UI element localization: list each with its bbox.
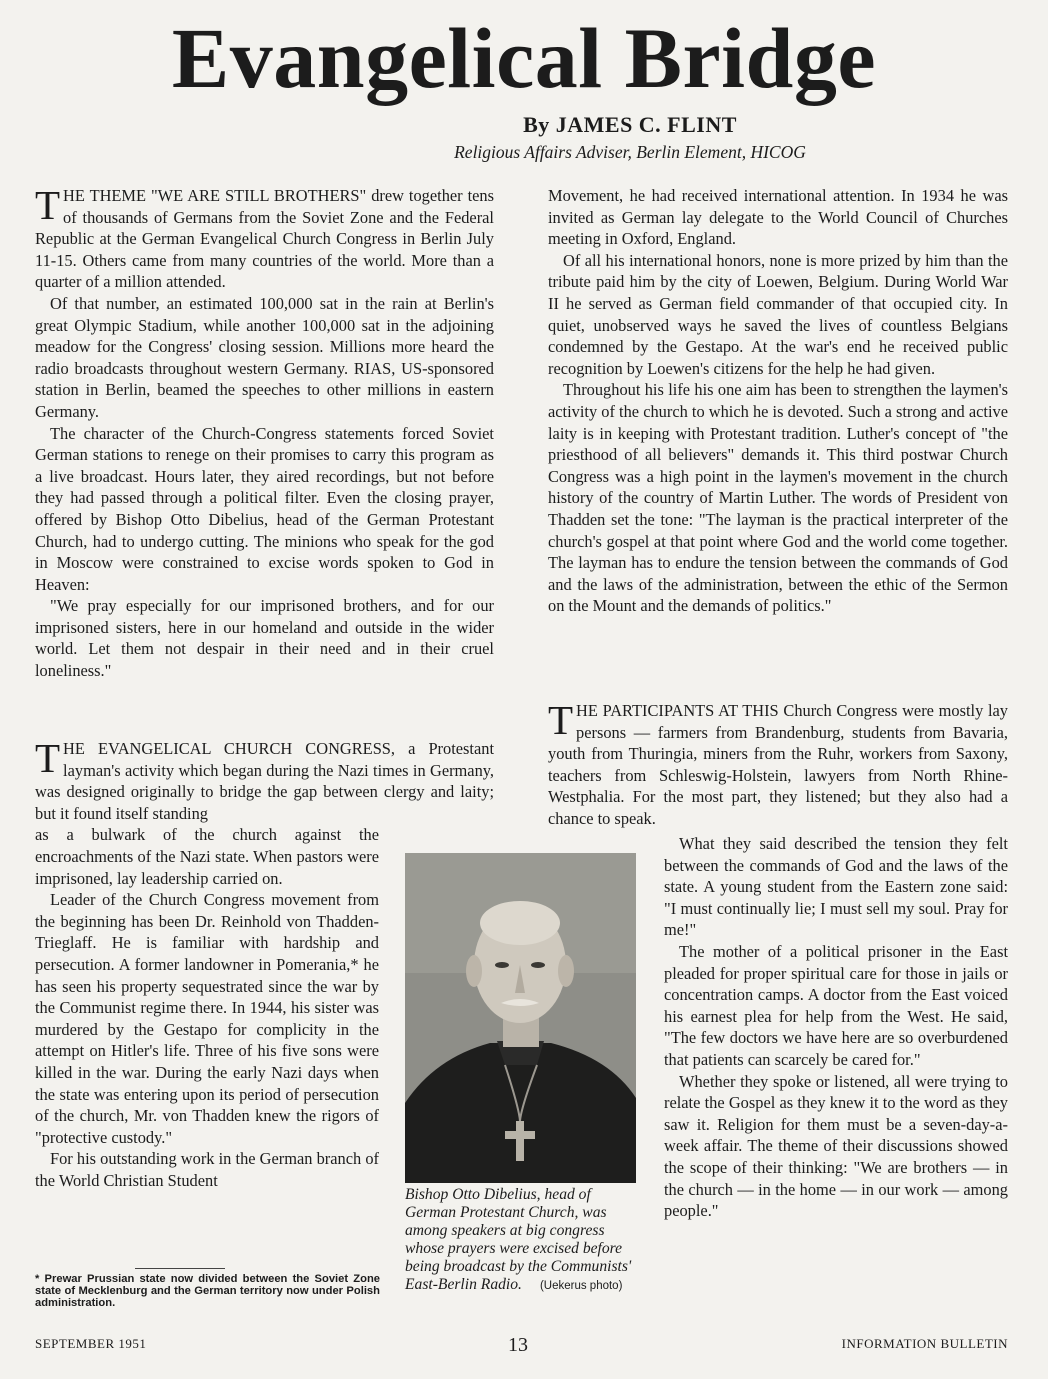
- paragraph: [35, 735, 494, 824]
- right-column: [548, 185, 1008, 617]
- paragraph: The character of the Church-Congress statements forced Soviet German stations to renege on their promises to carry this program as a live broadcast. Hours later, they aired recordings, but not before they had passed through a political filter. Even the closing prayer, offered by Bishop Otto Dibelius, head of the German Protestant Church, had to undergo cutting. The minions who speak for the god in Moscow were constrained to excise words spoken to God in Heaven:: [35, 423, 494, 594]
- paragraph: [35, 182, 494, 293]
- paragraph-text: a Protestant layman's activity which began during the Nazi times in Germany, was designed originally to bridge the gap between clergy and laity; but it found itself standing: [35, 739, 494, 823]
- byline: By JAMES C. FLINT: [523, 112, 737, 137]
- paragraph: Leader of the Church Congress movement from the beginning has been Dr. Reinhold von Thadden-Trieglaff. He is familiar with hardship and persecution. A former landowner in Pomerania,* he has seen his property sequestrated since the war by the Communist regime there. In 1944, his sister was murdered by the Gestapo for complicity in the attempt on Hitler's life. Three of his five sons were killed in the war. During the early Nazi days when the state was entering upon its period of persecution of the church, Mr. von Thadden knew the rigors of "protective custody.": [35, 890, 379, 1147]
- footnote-rule: [135, 1268, 225, 1269]
- caption-text: Bishop Otto Dibelius, head of German Protestant Church, was among speakers at big congress whose prayers were excised before being broadcast by the Communists' East-Berlin Radio.: [405, 1186, 632, 1293]
- paragraph: Whether they spoke or listened, all were trying to relate the Gospel as they knew it to the word as they saw it. Religion for them must be a seven-day-a-week affair. The theme of their discussions showed the scope of their thinking: "We are brothers — in the church — in the home — in our work — among people.": [664, 1071, 1008, 1221]
- footer-date: SEPTEMBER 1951: [35, 1336, 147, 1351]
- right-column-section-3: [548, 697, 1009, 830]
- paragraph: Of all his international honors, none is more prized by him than the tribute paid him by the city of Loewen, Belgium. During World War II he served as German field commander of that occupied city. In quiet, unobserved ways he saved the lives of countless Belgians condemned by the Gestapo. At the war's end he received public recognition by Loewen's citizens for the help he had given.: [548, 250, 1008, 378]
- paragraph: The mother of a political prisoner in the East pleaded for proper spiritual care for those in jails or concentration camps. A doctor from the East voiced his earnest plea for help from the West. He said, "The few doctors we have here are so overburdened that patients can scarcely be cared for.": [664, 941, 1008, 1069]
- footnote-text: * Prewar Prussian state now divided between the Soviet Zone state of Mecklenburg and the German territory now under Polish administration.: [35, 1273, 380, 1310]
- drop-cap: T: [35, 735, 61, 781]
- paragraph: [548, 697, 1009, 830]
- photo-credit: (Uekerus photo): [539, 1280, 623, 1292]
- right-column-lower: [664, 833, 1008, 1222]
- drop-cap: T: [35, 182, 61, 228]
- paragraph: What they said described the tension they felt between the commands of God and the laws of the state. A young student from the Eastern zone said: "I must continually lie; I must sell my soul. Pray for me!": [664, 834, 1008, 940]
- paragraph-text: Church Congress were mostly lay persons — farmers from Brandenburg, students from Bavaria, youth from Thuringia, miners from the Ruhr, workers from Saxony, teachers from Schleswig-Holstein, lawyers from North Rhine-Westphalia. For the most part, they listened; but they also had a chance to speak.: [548, 701, 1009, 828]
- lead-in: HE PARTICIPANTS AT THIS: [576, 701, 779, 720]
- paragraph: Throughout his life his one aim has been to strengthen the laymen's activity of the church to which he is devoted. Such a strong and active laity is in keeping with Protestant tradition. Luther's concept of "the priesthood of all believers" demands it. This third postwar Church Congress was a high point in the laymen's movement in the church history of the country of Martin Luther. The words of President von Thadden set the tone: "The layman is the practical interpreter of the church's gospel at that point where God and the world come together. The layman has to endure the tension between the commands of God and the laws of the administration, between the ethic of the Sermon on the Mount and the demands of politics.": [548, 380, 1008, 616]
- paragraph: Movement, he had received international attention. In 1934 he was invited as German lay delegate to the World Council of Churches meeting in Oxford, England.: [548, 186, 1008, 249]
- page-number: 13: [508, 1334, 528, 1356]
- article-title: Evangelical Bridge: [171, 10, 877, 106]
- photo-caption: [405, 1186, 638, 1295]
- lead-in: HE THEME "WE ARE STILL BROTHERS": [63, 186, 367, 205]
- paragraph-continued: as a bulwark of the church against the encroachments of the Nazi state. When pastors were imprisoned, lay leadership carried on.: [35, 825, 379, 888]
- portrait-illustration: [405, 853, 636, 1183]
- drop-cap: T: [548, 697, 574, 743]
- footnote: [35, 1268, 380, 1310]
- paragraph: "We pray especially for our imprisoned brothers, and for our imprisoned sisters, here in our homeland and outside in the wider world. Let them not despair in their need and in their cruel loneliness.": [35, 596, 494, 681]
- paragraph: Of that number, an estimated 100,000 sat in the rain at Berlin's great Olympic Stadium, while another 100,000 sat in the adjoining meadow for the Congress' closing session. Millions more heard the radio broadcasts throughout western Germany. RIAS, US-sponsored station in Berlin, beamed the speeches to other millions in eastern Germany.: [35, 293, 494, 421]
- publication-name: INFORMATION BULLETIN: [841, 1336, 1008, 1351]
- left-column-section-1: [35, 182, 494, 682]
- lead-in: HE EVANGELICAL CHURCH CONGRESS,: [63, 739, 396, 758]
- paragraph-text: drew together tens of thousands of Germans from the Soviet Zone and the Federal Republic at the German Evangelical Church Congress in Berlin July 11-15. Others came from many countries of the world. More than a quarter of a million attended.: [35, 186, 494, 292]
- paragraph: For his outstanding work in the German branch of the World Christian Student: [35, 1149, 379, 1190]
- author-affiliation: Religious Affairs Adviser, Berlin Element, HICOG: [454, 142, 806, 162]
- bishop-portrait-photo: [405, 853, 636, 1183]
